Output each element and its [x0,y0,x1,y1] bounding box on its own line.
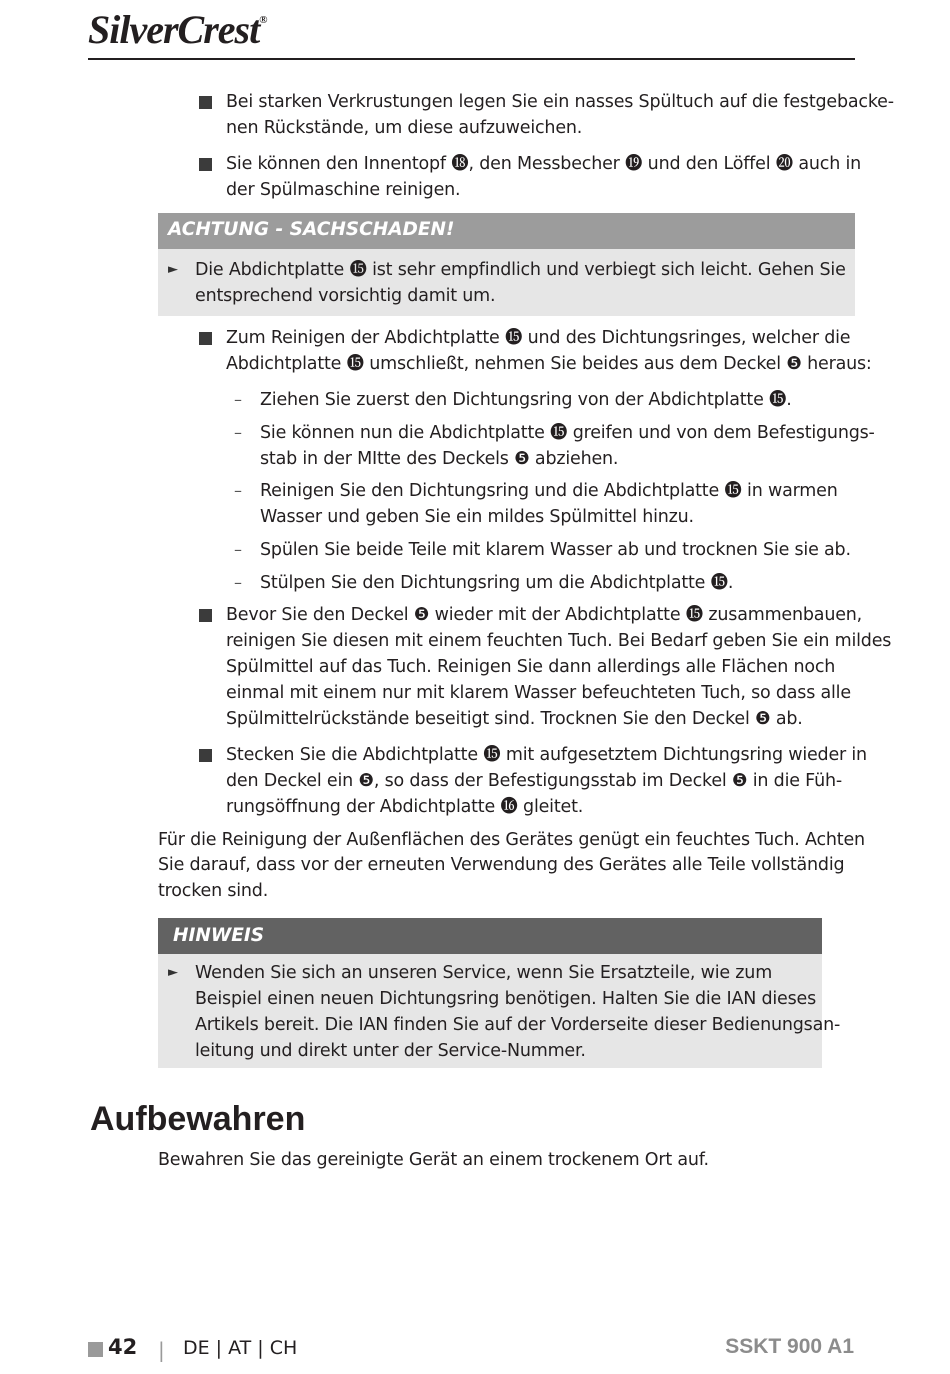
bullet-square [199,749,212,762]
dash-marker: – [234,573,242,592]
dash-marker: – [234,423,242,442]
text-line: Sie können nun die Abdichtplatte ⓯ greifen und von dem Befestigungs- [260,423,875,443]
dash-marker: – [234,540,242,559]
arrow-icon: ► [168,965,178,980]
text-line: Bevor Sie den Deckel ❺ wieder mit der Abdichtplatte ⓯ zusammenbauen, [226,605,863,625]
text-line: Beispiel einen neuen Dichtungsring benötigen. Halten Sie die IAN dieses [195,989,817,1009]
text-line: Spülmittel auf das Tuch. Reinigen Sie dann allerdings alle Flächen noch [226,657,836,677]
text-line: Ziehen Sie zuerst den Dichtungsring von der Abdichtplatte ⓯. [260,390,792,410]
text-line: Stecken Sie die Abdichtplatte ⓯ mit aufgesetztem Dichtungsring wieder in [226,745,867,765]
text-line: den Deckel ein ❺, so dass der Befestigungsstab im Deckel ❺ in die Füh- [226,771,842,791]
text-line: reinigen Sie diesen mit einem feuchten Tuch. Bei Bedarf geben Sie ein mildes [226,631,892,651]
text-line: Sie können den Innentopf ⓲, den Messbecher ⓳ und den Löffel ⓴ auch in [226,154,862,174]
dash-marker: – [234,481,242,500]
text-line: Spülmittelrückstände beseitigt sind. Trocknen Sie den Deckel ❺ ab. [226,709,803,729]
text-line: stab in der MItte des Deckels ❺ abziehen. [260,449,619,469]
bullet-square [199,609,212,622]
text-line: der Spülmaschine reinigen. [226,180,461,200]
page-number: 42 [108,1335,138,1359]
section-heading: Aufbewahren [90,1100,306,1138]
dash-marker: – [234,390,242,409]
text-line: trocken sind. [158,881,269,901]
arrow-icon: ► [168,262,178,277]
text-line: einmal mit einem nur mit klarem Wasser befeuchteten Tuch, so dass alle [226,683,851,703]
note-title: HINWEIS [173,925,265,946]
text-line: Sie darauf, dass vor der erneuten Verwendung des Gerätes alle Teile vollständig [158,855,845,875]
warning-header [158,213,855,249]
brand-name: SilverCrest [88,7,260,52]
bullet-square [199,332,212,345]
text-line: leitung und direkt unter der Service-Nummer. [195,1041,586,1061]
text-line: rungsöffnung der Abdichtplatte ⓰ gleitet. [226,797,584,817]
text-line: Spülen Sie beide Teile mit klarem Wasser ab und trocknen Sie sie ab. [260,540,851,560]
warning-title: ACHTUNG - SACHSCHADEN! [168,219,455,240]
section-text: Bewahren Sie das gereinigte Gerät an einem trockenem Ort auf. [158,1150,709,1170]
registered-mark: ® [259,14,267,26]
brand-logo [88,6,266,53]
footer-languages: DE | AT | CH [183,1337,298,1359]
text-line: Bei starken Verkrustungen legen Sie ein nasses Spültuch auf die festgebacke- [226,92,894,112]
footer-square [88,1342,103,1357]
bullet-square [199,158,212,171]
bullet-square [199,96,212,109]
note-header [158,918,822,954]
footer-separator: | [158,1338,165,1362]
text-line: entsprechend vorsichtig damit um. [195,286,496,306]
text-line: Artikels bereit. Die IAN finden Sie auf der Vorderseite dieser Bedienungsan- [195,1015,841,1035]
text-line: Für die Reinigung der Außenflächen des Gerätes genügt ein feuchtes Tuch. Achten [158,830,865,850]
text-line: Wasser und geben Sie ein mildes Spülmittel hinzu. [260,507,694,527]
text-line: Wenden Sie sich an unseren Service, wenn Sie Ersatzteile, wie zum [195,963,773,983]
text-line: Stülpen Sie den Dichtungsring um die Abdichtplatte ⓯. [260,573,734,593]
header-rule [88,58,855,60]
text-line: Die Abdichtplatte ⓯ ist sehr empfindlich und verbiegt sich leicht. Gehen Sie [195,260,846,280]
text-line: Abdichtplatte ⓯ umschließt, nehmen Sie beides aus dem Deckel ❺ heraus: [226,354,872,374]
text-line: nen Rückstände, um diese aufzuweichen. [226,118,583,138]
text-line: Zum Reinigen der Abdichtplatte ⓯ und des Dichtungsringes, welcher die [226,328,851,348]
text-line: Reinigen Sie den Dichtungsring und die Abdichtplatte ⓯ in warmen [260,481,838,501]
model-number: SSKT 900 A1 [725,1335,854,1358]
